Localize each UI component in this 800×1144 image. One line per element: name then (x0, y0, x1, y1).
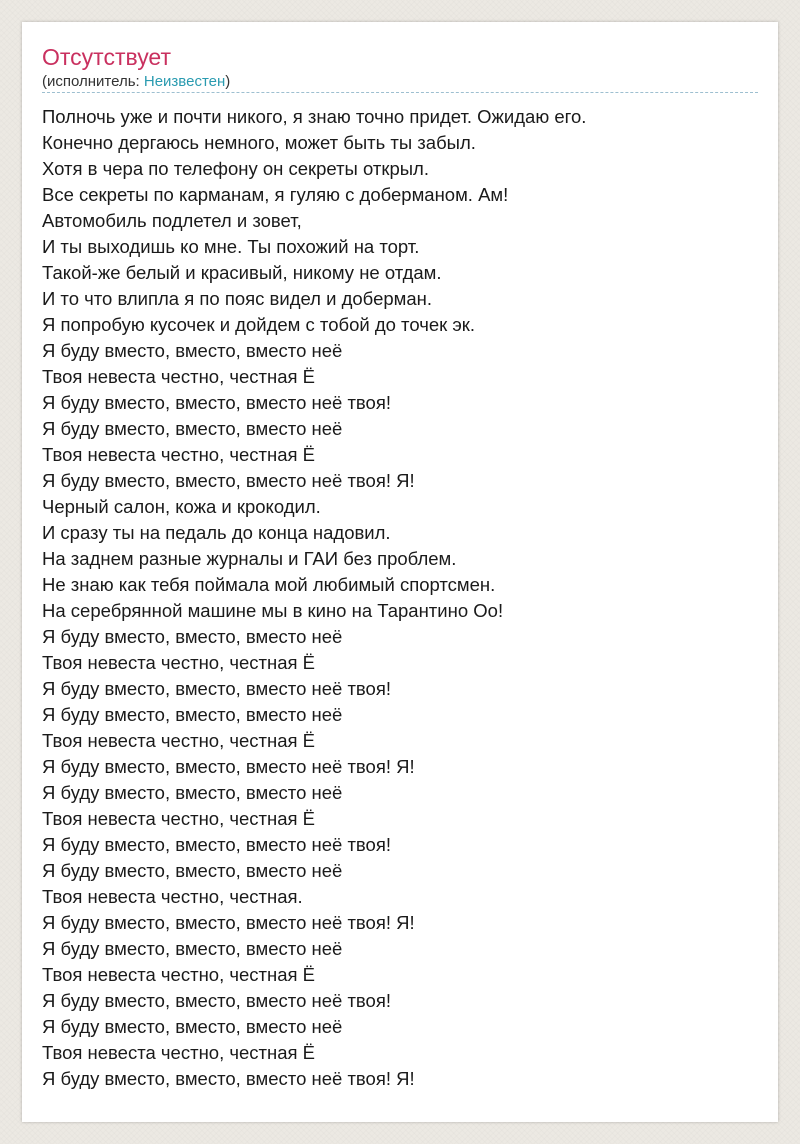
lyric-line: Полночь уже и почти никого, я знаю точно придет. Ожидаю его. (42, 106, 587, 127)
lyric-line: Я буду вместо, вместо, вместо неё твоя! Я! (42, 1068, 415, 1089)
lyric-line: Я буду вместо, вместо, вместо неё твоя! (42, 392, 391, 413)
lyric-line: Я буду вместо, вместо, вместо неё твоя! (42, 990, 391, 1011)
lyric-line: Я буду вместо, вместо, вместо неё (42, 704, 343, 725)
lyric-line: Я буду вместо, вместо, вместо неё (42, 626, 343, 647)
lyric-line: Я буду вместо, вместо, вместо неё (42, 938, 343, 959)
lyric-line: Все секреты по карманам, я гуляю с доберманом. Ам! (42, 184, 509, 205)
lyric-line: И ты выходишь ко мне. Ты похожий на торт. (42, 236, 420, 257)
lyric-line: Твоя невеста честно, честная Ё (42, 652, 316, 673)
artist-link[interactable]: Неизвестен (143, 73, 226, 90)
lyric-line: Я буду вместо, вместо, вместо неё твоя! (42, 834, 391, 855)
lyric-line: Я буду вместо, вместо, вместо неё твоя! Я! (42, 470, 415, 491)
lyric-line: Я буду вместо, вместо, вместо неё твоя! Я! (42, 912, 415, 933)
lyric-line: Твоя невеста честно, честная Ё (42, 808, 316, 829)
lyric-line: Конечно дергаюсь немного, может быть ты забыл. (42, 132, 476, 153)
artist-line (42, 72, 230, 92)
lyric-line: Твоя невеста честно, честная. (42, 886, 303, 907)
lyric-line: Я попробую кусочек и дойдем с тобой до точек эк. (42, 314, 476, 335)
artist-suffix: ) (225, 73, 231, 90)
lyric-line: Я буду вместо, вместо, вместо неё (42, 860, 343, 881)
lyric-line: Черный салон, кожа и крокодил. (42, 496, 321, 517)
lyric-line: На серебрянной машине мы в кино на Тарантино Оо! (42, 600, 504, 621)
lyric-line: На заднем разные журналы и ГАИ без проблем. (42, 548, 457, 569)
lyrics-card (22, 22, 778, 1122)
lyric-line: Такой-же белый и красивый, никому не отдам. (42, 262, 442, 283)
lyric-line: Я буду вместо, вместо, вместо неё твоя! (42, 678, 391, 699)
lyric-line: Я буду вместо, вместо, вместо неё твоя! Я! (42, 756, 415, 777)
lyric-line: Не знаю как тебя поймала мой любимый спортсмен. (42, 574, 496, 595)
lyric-line: Я буду вместо, вместо, вместо неё (42, 340, 343, 361)
lyric-line: Твоя невеста честно, честная Ё (42, 730, 316, 751)
song-title: Отсутствует (42, 44, 171, 70)
lyric-line: Твоя невеста честно, честная Ё (42, 964, 316, 985)
lyric-line: Хотя в чера по телефону он секреты открыл. (42, 158, 429, 179)
lyric-line: Твоя невеста честно, честная Ё (42, 1042, 316, 1063)
lyric-line: Автомобиль подлетел и зовет, (42, 210, 302, 231)
lyric-line: Я буду вместо, вместо, вместо неё (42, 1016, 343, 1037)
artist-prefix: (исполнитель: (42, 73, 144, 90)
lyric-line: И сразу ты на педаль до конца надовил. (42, 522, 391, 543)
header-divider (42, 92, 758, 93)
lyric-line: Твоя невеста честно, честная Ё (42, 366, 316, 387)
lyrics-text (42, 104, 586, 1092)
lyric-line: Я буду вместо, вместо, вместо неё (42, 418, 343, 439)
lyric-line: И то что влипла я по пояс видел и доберман. (42, 288, 433, 309)
lyric-line: Я буду вместо, вместо, вместо неё (42, 782, 343, 803)
lyric-line: Твоя невеста честно, честная Ё (42, 444, 316, 465)
